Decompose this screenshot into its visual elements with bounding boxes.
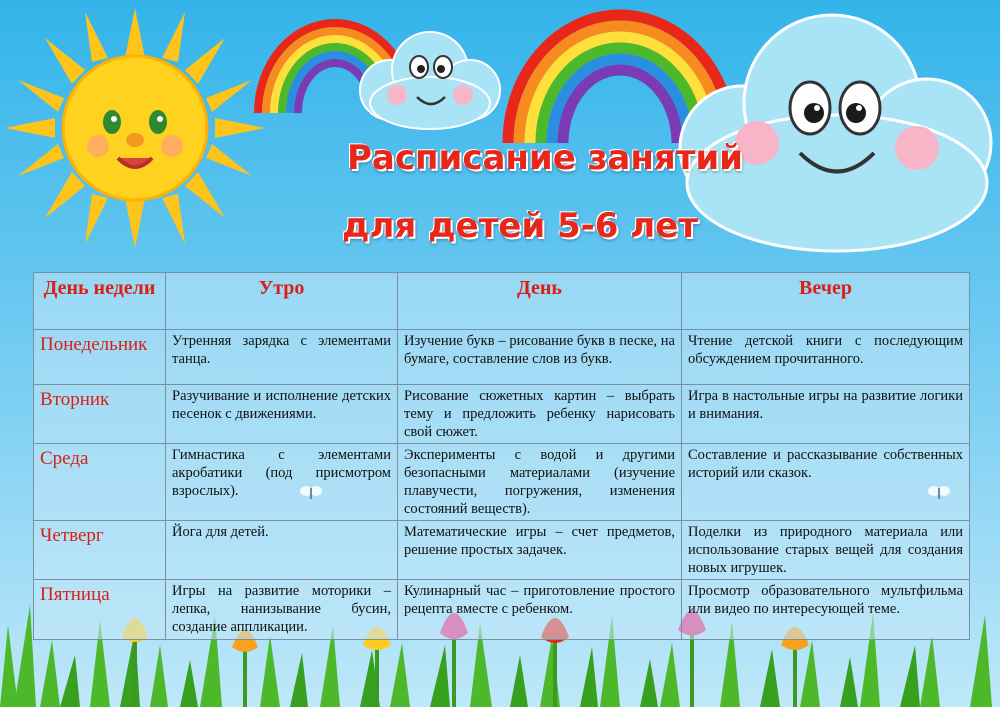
column-header: Вечер — [682, 273, 970, 330]
table-row — [34, 330, 970, 385]
morning-cell: Игры на развитие моторики – лепка, нанизывание бусин, создание аппликации. — [166, 580, 398, 640]
table-row — [34, 444, 970, 521]
afternoon-cell: Эксперименты с водой и другими безопасными материалами (изучение плавучести, погружения, изменения состояний веществ). — [398, 444, 682, 521]
afternoon-cell: Рисование сюжетных картин – выбрать тему и предложить ребенку нарисовать свой сюжет. — [398, 385, 682, 444]
evening-cell: Поделки из природного материала или использование старых вещей для создания новых игрушек. — [682, 521, 970, 580]
morning-cell: Йога для детей. — [166, 521, 398, 580]
page-subtitle: для детей 5-6 лет — [342, 206, 698, 246]
day-cell: Вторник — [34, 385, 166, 444]
cloud-face-icon — [355, 25, 505, 135]
column-header: День недели — [34, 273, 166, 330]
afternoon-cell: Изучение букв – рисование букв в песке, на бумаге, составление слов из букв. — [398, 330, 682, 385]
column-header: Утро — [166, 273, 398, 330]
butterfly-icon — [928, 485, 950, 501]
afternoon-cell: Кулинарный час – приготовление простого рецепта вместе с ребенком. — [398, 580, 682, 640]
table-header-row — [34, 273, 970, 330]
schedule-table — [33, 272, 970, 640]
day-cell: Среда — [34, 444, 166, 521]
day-cell: Четверг — [34, 521, 166, 580]
column-header: День — [398, 273, 682, 330]
morning-cell: Разучивание и исполнение детских песенок с движениями. — [166, 385, 398, 444]
evening-cell: Составление и рассказывание собственных историй или сказок. — [682, 444, 970, 521]
evening-cell: Игра в настольные игры на развитие логики и внимания. — [682, 385, 970, 444]
afternoon-cell: Математические игры – счет предметов, решение простых задачек. — [398, 521, 682, 580]
page-title: Расписание занятий — [346, 138, 743, 178]
evening-cell: Чтение детской книги с последующим обсуждением прочитанного. — [682, 330, 970, 385]
day-cell: Понедельник — [34, 330, 166, 385]
butterfly-icon — [300, 485, 322, 501]
morning-cell: Утренняя зарядка с элементами танца. — [166, 330, 398, 385]
evening-cell: Просмотр образовательного мультфильма или видео по интересующей теме. — [682, 580, 970, 640]
day-cell: Пятница — [34, 580, 166, 640]
table-row — [34, 580, 970, 640]
table-row — [34, 521, 970, 580]
table-row — [34, 385, 970, 444]
morning-cell: Гимнастика с элементами акробатики (под присмотром взрослых). — [166, 444, 398, 521]
